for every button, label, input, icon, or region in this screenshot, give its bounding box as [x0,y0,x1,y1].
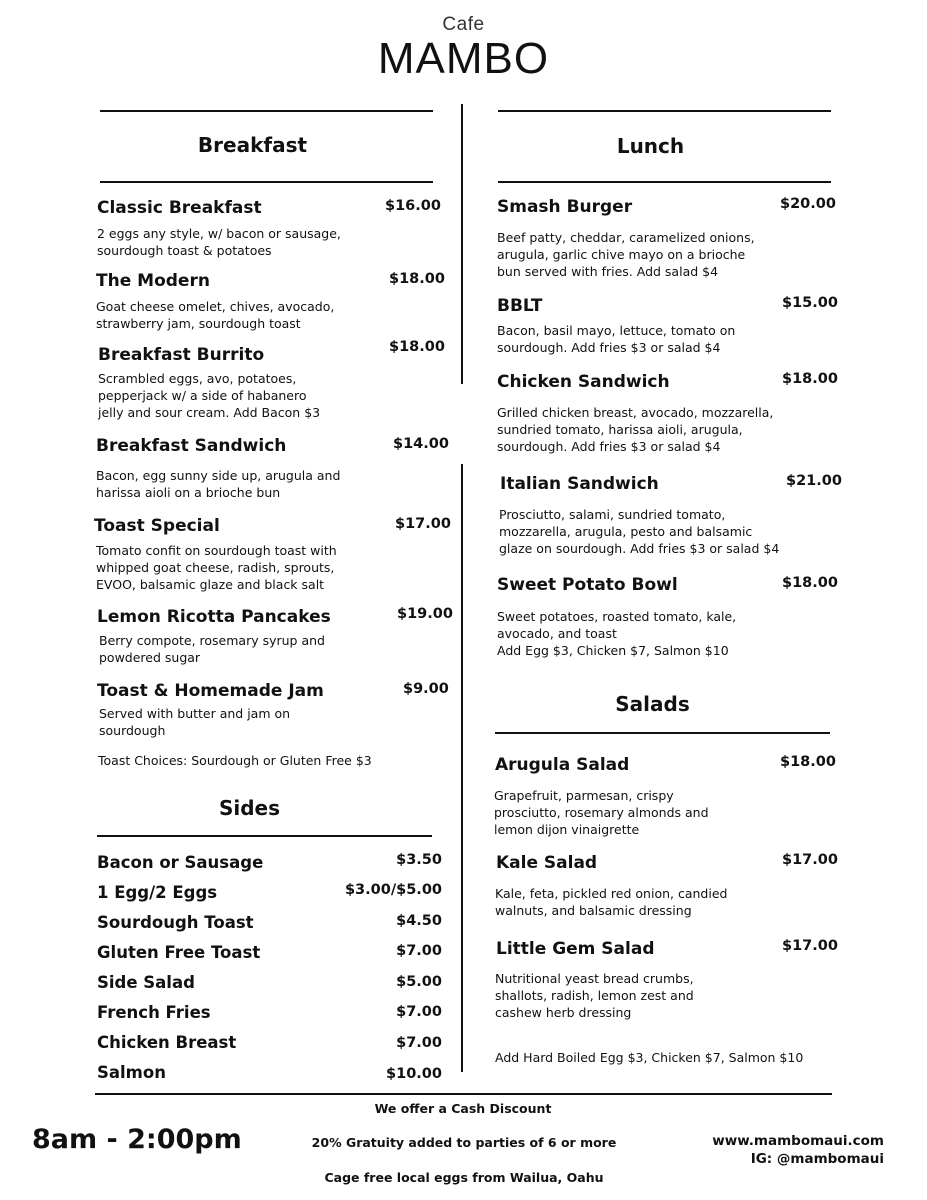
side-item-name: Gluten Free Toast [97,943,261,962]
breakfast-item-price: $18.00 [389,339,445,355]
lunch-item-price: $18.00 [782,371,838,387]
lunch-item-desc: Sweet potatoes, roasted tomato, kale, avocado, and toast Add Egg $3, Chicken $7, Salmon $10 [497,609,737,658]
lunch-item-name: Sweet Potato Bowl [497,575,678,595]
breakfast-bottom-rule [100,181,433,183]
side-item-name: Salmon [97,1063,166,1082]
breakfast-heading: Breakfast [197,133,308,157]
toast-choices-note: Toast Choices: Sourdough or Gluten Free $3 [98,753,372,768]
salads-bottom-rule [495,732,830,734]
breakfast-item-price: $17.00 [395,516,451,532]
gratuity-note: 20% Gratuity added to parties of 6 or more [311,1135,617,1150]
breakfast-item-name: Breakfast Sandwich [96,436,287,456]
breakfast-item-desc: Berry compote, rosemary syrup and powdered sugar [99,633,325,665]
side-item-name: Bacon or Sausage [97,853,264,872]
side-item-price: $7.00 [396,1035,442,1051]
lunch-item-price: $15.00 [782,295,838,311]
salad-item-desc: Nutritional yeast bread crumbs, shallots, radish, lemon zest and cashew herb dressing [495,971,694,1020]
side-item-name: 1 Egg/2 Eggs [97,883,218,902]
breakfast-top-rule [100,110,433,112]
lunch-item-desc: Beef patty, cheddar, caramelized onions, arugula, garlic chive mayo on a brioche bun served with fries. Add salad $4 [497,230,755,279]
breakfast-item-price: $16.00 [385,198,441,214]
side-item-name: Side Salad [97,973,195,992]
breakfast-item-name: Lemon Ricotta Pancakes [97,607,331,627]
salad-item-desc: Kale, feta, pickled red onion, candied walnuts, and balsamic dressing [495,886,728,918]
breakfast-item-name: Toast Special [94,516,220,536]
instagram-handle[interactable]: IG: @mambomaui [750,1151,884,1167]
sides-heading: Sides [218,796,281,820]
breakfast-item-name: Toast & Homemade Jam [97,681,324,701]
website-link[interactable]: www.mambomaui.com [712,1133,884,1149]
lunch-item-desc: Bacon, basil mayo, lettuce, tomato on sourdough. Add fries $3 or salad $4 [497,323,736,355]
lunch-item-price: $20.00 [780,196,836,212]
salad-item-price: $17.00 [782,852,838,868]
breakfast-item-desc: Scrambled eggs, avo, potatoes, pepperjack w/ a side of habanero jelly and sour cream. Add Bacon $3 [98,371,321,420]
side-item-price: $3.00/$5.00 [344,882,442,898]
breakfast-item-name: Breakfast Burrito [98,345,265,365]
column-divider-upper [461,104,463,384]
breakfast-item-price: $9.00 [403,681,449,697]
salad-item-name: Arugula Salad [495,755,630,775]
salad-item-desc: Grapefruit, parmesan, crispy prosciutto, rosemary almonds and lemon dijon vinaigrette [494,788,709,837]
breakfast-item-desc: Served with butter and jam on sourdough [99,706,291,738]
lunch-heading: Lunch [616,134,685,158]
lunch-item-name: Italian Sandwich [500,474,659,494]
footer-top-rule [95,1093,832,1095]
column-divider-lower [461,464,463,1072]
side-item-name: French Fries [97,1003,211,1022]
opening-hours: 8am - 2:00pm [32,1124,242,1155]
lunch-item-name: BBLT [497,296,543,316]
eggs-note: Cage free local eggs from Wailua, Oahu [324,1170,604,1185]
breakfast-item-desc: Bacon, egg sunny side up, arugula and harissa aioli on a brioche bun [96,468,341,500]
breakfast-item-price: $14.00 [393,436,449,452]
lunch-bottom-rule [498,181,831,183]
breakfast-item-desc: Goat cheese omelet, chives, avocado, strawberry jam, sourdough toast [96,299,335,331]
salad-item-price: $18.00 [780,754,836,770]
breakfast-item-desc: Tomato confit on sourdough toast with whipped goat cheese, radish, sprouts, EVOO, balsamic glaze and black salt [96,543,337,592]
breakfast-item-price: $18.00 [389,271,445,287]
side-item-name: Sourdough Toast [97,913,254,932]
salad-item-price: $17.00 [782,938,838,954]
salad-item-name: Little Gem Salad [496,939,655,959]
breakfast-item-desc: 2 eggs any style, w/ bacon or sausage, sourdough toast & potatoes [97,226,341,258]
breakfast-item-name: Classic Breakfast [97,198,262,218]
salad-addons-note: Add Hard Boiled Egg $3, Chicken $7, Salmon $10 [495,1050,804,1065]
lunch-item-name: Smash Burger [497,197,633,217]
side-item-price: $7.00 [396,1004,442,1020]
side-item-price: $5.00 [396,974,442,990]
lunch-item-price: $21.00 [786,473,842,489]
lunch-item-desc: Prosciutto, salami, sundried tomato, mozzarella, arugula, pesto and balsamic glaze on sourdough. Add fries $3 or salad $4 [499,507,780,556]
salads-heading: Salads [615,692,690,716]
lunch-top-rule [498,110,831,112]
side-item-price: $4.50 [396,913,442,929]
breakfast-item-price: $19.00 [397,606,453,622]
sides-bottom-rule [97,835,432,837]
side-item-price: $3.50 [396,852,442,868]
lunch-item-price: $18.00 [782,575,838,591]
side-item-price: $10.00 [386,1066,442,1082]
lunch-item-name: Chicken Sandwich [497,372,670,392]
cash-discount-text: We offer a Cash Discount [374,1101,552,1116]
logo-mambo-text: MAMBO [377,34,550,83]
side-item-name: Chicken Breast [97,1033,237,1052]
breakfast-item-name: The Modern [96,271,210,291]
logo-cafe-text: Cafe [442,14,485,35]
salad-item-name: Kale Salad [496,853,598,873]
lunch-item-desc: Grilled chicken breast, avocado, mozzarella, sundried tomato, harissa aioli, arugula, sourdough. Add fries $3 or salad $4 [497,405,774,454]
side-item-price: $7.00 [396,943,442,959]
